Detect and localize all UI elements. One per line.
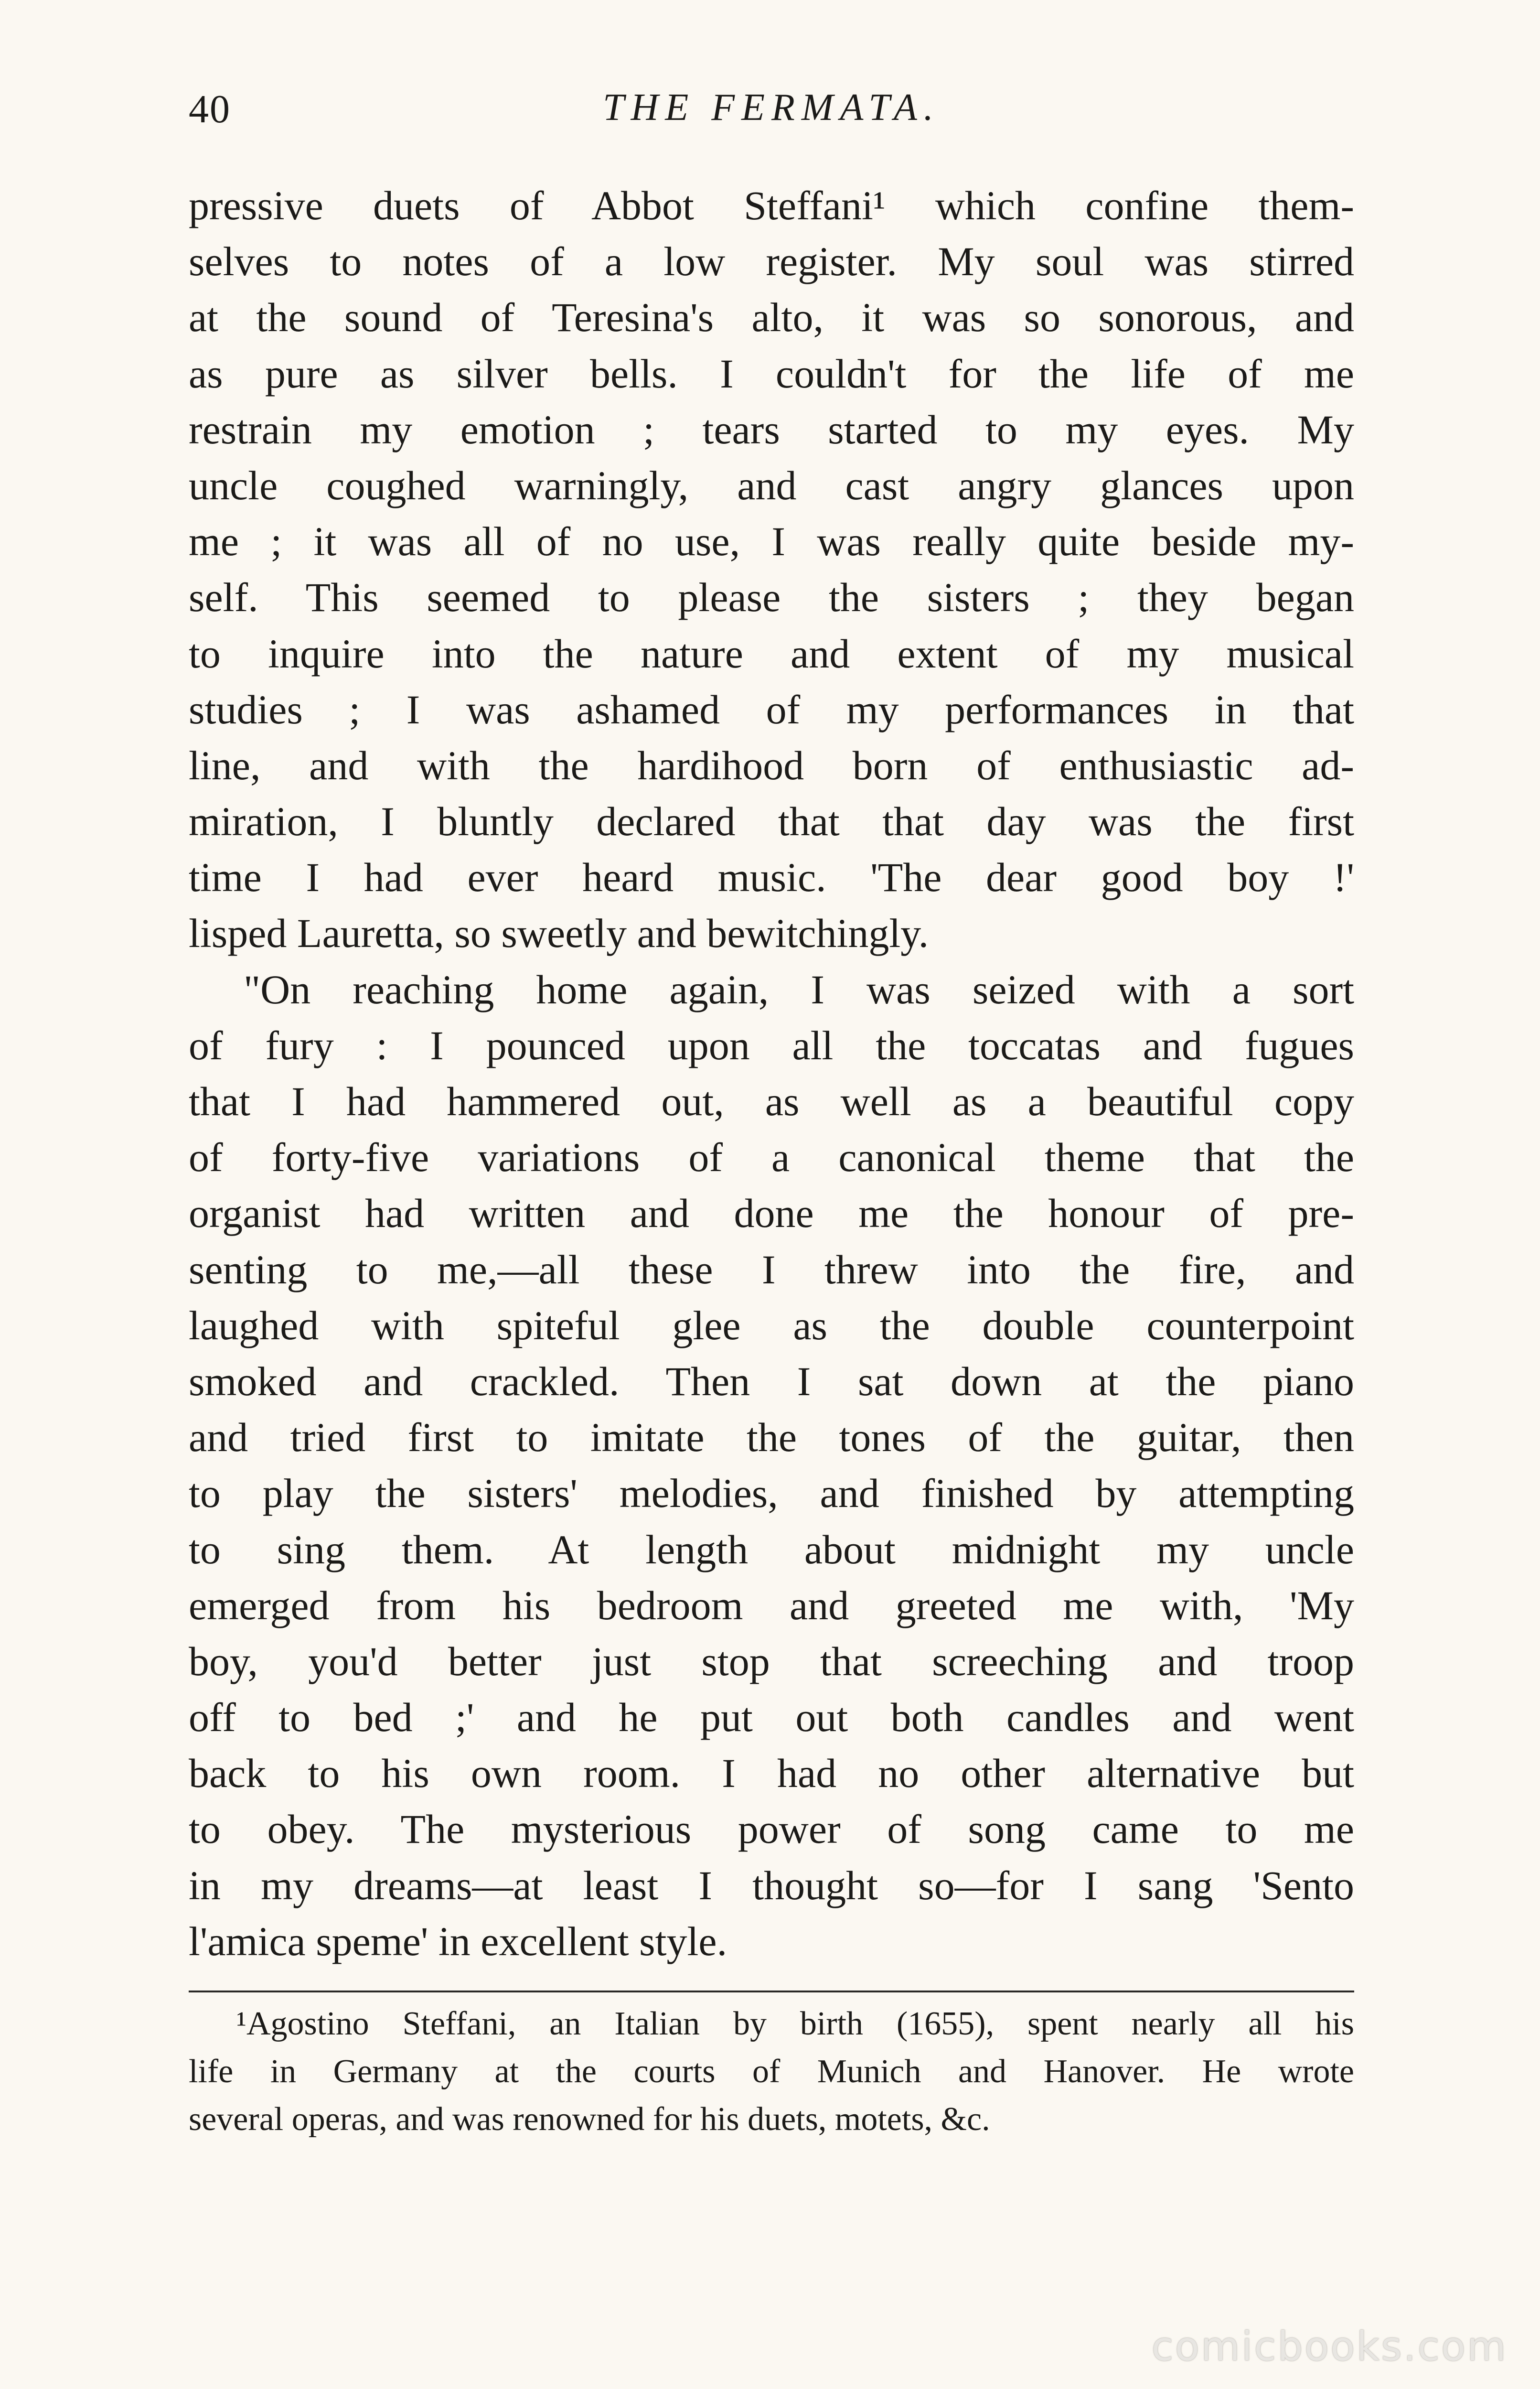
text-line: at the sound of Teresina's alto, it was so sonorous, and — [189, 294, 1354, 341]
text-line: laughed with spiteful glee as the double counterpoint — [189, 1302, 1354, 1348]
text-line: uncle coughed warningly, and cast angry glances upon — [189, 462, 1354, 508]
footnote-line: life in Germany at the courts of Munich and Hanover. He wrote — [189, 2053, 1354, 2090]
paragraph-end-line: lisped Lauretta, so sweetly and bewitchingly. — [189, 910, 929, 957]
paragraph-end-line: l'amica speme' in excellent style. — [189, 1918, 727, 1964]
paragraph-start-line: "On reaching home again, I was seized with a sort — [244, 966, 1354, 1012]
watermark: comicbooks.com — [1151, 2323, 1508, 2370]
body-text — [189, 178, 1354, 1969]
text-line: organist had written and done me the honour of pre- — [189, 1190, 1354, 1237]
text-line: that I had hammered out, as well as a beautiful copy — [189, 1078, 1354, 1124]
text-line: miration, I bluntly declared that that day was the first — [189, 798, 1354, 845]
text-line: line, and with the hardihood born of enthusiastic ad- — [189, 742, 1354, 788]
text-line: time I had ever heard music. 'The dear good boy !' — [189, 854, 1354, 901]
text-line: restrain my emotion ; tears started to my eyes. My — [189, 406, 1354, 452]
text-line: back to his own room. I had no other alternative but — [189, 1750, 1354, 1797]
text-line: and tried first to imitate the tones of the guitar, then — [189, 1414, 1354, 1461]
text-line: self. This seemed to please the sisters ; they began — [189, 574, 1354, 621]
text-line: pressive duets of Abbot Steffani¹ which confine them- — [189, 183, 1354, 228]
page-number: 40 — [189, 87, 231, 131]
footnote-line: ¹Agostino Steffani, an Italian by birth (1655), spent nearly all his — [236, 2005, 1354, 2042]
text-line: selves to notes of a low register. My soul was stirred — [189, 238, 1354, 285]
text-line: boy, you'd better just stop that screeching and troop — [189, 1638, 1354, 1684]
text-line: of fury : I pounced upon all the toccatas and fugues — [189, 1022, 1354, 1068]
text-line: senting to me,—all these I threw into the fire, and — [189, 1246, 1354, 1292]
text-line: to obey. The mysterious power of song came to me — [189, 1806, 1354, 1852]
text-line: smoked and crackled. Then I sat down at the piano — [189, 1358, 1354, 1404]
running-title: THE FERMATA. — [603, 86, 940, 129]
text-line: to sing them. At length about midnight my uncle — [189, 1526, 1354, 1572]
footnote — [189, 2000, 1354, 2143]
text-line: emerged from his bedroom and greeted me with, 'My — [189, 1582, 1354, 1628]
running-head — [189, 86, 1354, 143]
text-line: of forty-five variations of a canonical theme that the — [189, 1134, 1354, 1181]
footnote-rule — [189, 1991, 1354, 1992]
text-line: studies ; I was ashamed of my performances in that — [189, 686, 1354, 732]
text-line: as pure as silver bells. I couldn't for the life of me — [189, 350, 1354, 397]
footnote-line: several operas, and was renowned for his duets, motets, &c. — [189, 2101, 990, 2138]
text-line: to inquire into the nature and extent of my musical — [189, 630, 1354, 677]
text-line: in my dreams—at least I thought so—for I sang 'Sento — [189, 1862, 1354, 1908]
text-line: off to bed ;' and he put out both candles and went — [189, 1694, 1354, 1741]
text-line: me ; it was all of no use, I was really quite beside my- — [189, 518, 1354, 565]
text-line: to play the sisters' melodies, and finished by attempting — [189, 1470, 1354, 1517]
